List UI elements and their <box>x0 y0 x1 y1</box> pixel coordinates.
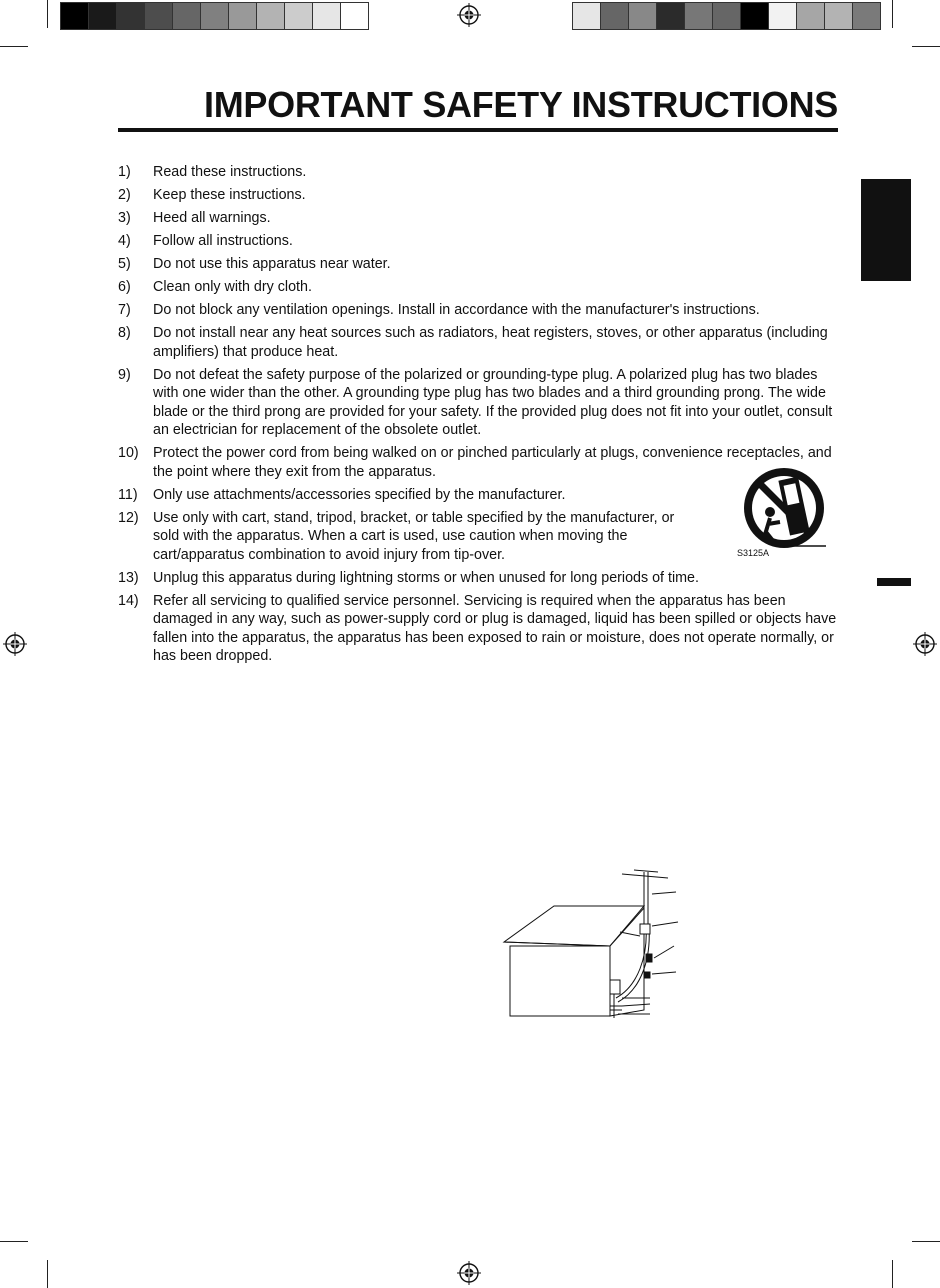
item-number: 9) <box>118 366 131 383</box>
item-text: Protect the power cord from being walked on or pinched particularly at plugs, convenience receptacles, and the point where they exit from the apparatus. <box>153 445 832 480</box>
item-text: Clean only with dry cloth. <box>153 279 312 295</box>
item-number: 3) <box>118 210 131 226</box>
list-item <box>118 366 843 440</box>
crop-mark <box>0 1241 28 1242</box>
swatch <box>312 2 341 30</box>
item-text: Unplug this apparatus during lightning storms or when unused for long periods of time. <box>153 569 699 586</box>
list-item <box>118 163 843 182</box>
registration-mark-icon <box>3 632 27 656</box>
swatch <box>200 2 229 30</box>
item-number: 2) <box>118 187 131 203</box>
item-number: 6) <box>118 279 131 295</box>
swatch <box>712 2 741 30</box>
item-number: 7) <box>118 302 131 318</box>
crop-mark <box>47 0 48 28</box>
page-title: IMPORTANT SAFETY INSTRUCTIONS <box>204 84 838 125</box>
swatch <box>116 2 145 30</box>
swatch <box>796 2 825 30</box>
swatch <box>256 2 285 30</box>
list-item <box>118 209 843 228</box>
swatch <box>824 2 853 30</box>
list-item <box>118 592 843 666</box>
color-swatches-right <box>572 2 880 30</box>
crop-mark <box>47 1260 48 1288</box>
registration-mark-icon <box>457 3 481 27</box>
swatch <box>172 2 201 30</box>
swatch <box>60 2 89 30</box>
list-item <box>118 278 843 297</box>
list-item <box>118 186 843 205</box>
item-number: 1) <box>118 164 131 180</box>
swatch <box>284 2 313 30</box>
swatch <box>656 2 685 30</box>
item-number: 14) <box>118 592 139 609</box>
item-text: Follow all instructions. <box>153 233 293 249</box>
registration-mark-icon <box>913 632 937 656</box>
crop-mark <box>912 1241 940 1242</box>
item-text: Do not use this apparatus near water. <box>153 256 391 272</box>
swatch <box>144 2 173 30</box>
item-text: Do not block any ventilation openings. Install in accordance with the manufacturer's instructions. <box>153 302 760 318</box>
item-text: Use only with cart, stand, tripod, bracket, or table specified by the manufacturer, or sold with the apparatus. When a cart is used, use caution when moving the cart/apparatus combination to avoid injury from tip-over. <box>153 509 675 563</box>
antenna-grounding-diagram <box>498 866 690 1024</box>
item-text: Heed all warnings. <box>153 210 271 226</box>
swatch <box>628 2 657 30</box>
swatch <box>228 2 257 30</box>
swatch <box>684 2 713 30</box>
swatch <box>572 2 601 30</box>
crop-mark <box>892 1260 893 1288</box>
item-number: 10) <box>118 445 139 461</box>
swatch <box>768 2 797 30</box>
item-text: Do not install near any heat sources such as radiators, heat registers, stoves, or other apparatus (including amplifiers) that produce heat. <box>153 325 828 360</box>
swatch <box>88 2 117 30</box>
swatch <box>600 2 629 30</box>
crop-mark <box>0 46 28 47</box>
item-text: Do not defeat the safety purpose of the polarized or grounding-type plug. A polarized plug has two blades with one wider than the other. A grounding type plug has two blades and a third grounding prong. The wide blade or the third prong are provided for your safety. If the provided plug does not fit into your outlet, consult an electrician for replacement of the obsolete outlet. <box>153 366 833 438</box>
item-number: 11) <box>118 486 138 503</box>
swatch <box>852 2 881 30</box>
item-number: 8) <box>118 325 131 341</box>
section-tab <box>861 179 911 281</box>
list-item <box>118 301 843 320</box>
item-text: Refer all servicing to qualified service personnel. Servicing is required when the apparatus has been damaged in any way, such as power-supply cord or plug is damaged, liquid has been spilled or objects have fallen into the apparatus, the apparatus has been exposed to rain or moisture, does not operate normally, or has been dropped. <box>153 592 837 664</box>
symbol-code: S3125A <box>737 548 770 558</box>
list-item <box>118 255 843 274</box>
item-text: Only use attachments/accessories specified by the manufacturer. <box>153 486 566 503</box>
item-number: 5) <box>118 256 131 272</box>
item-text: Read these instructions. <box>153 164 307 180</box>
instructions-list <box>118 163 843 670</box>
list-item <box>118 324 843 361</box>
swatch <box>340 2 369 30</box>
color-swatches-left <box>60 2 368 30</box>
swatch <box>740 2 769 30</box>
list-item <box>118 232 843 251</box>
title-rule <box>118 128 838 132</box>
item-number: 13) <box>118 569 139 586</box>
item-text: Keep these instructions. <box>153 187 306 203</box>
section-marker <box>877 578 911 586</box>
registration-mark-icon <box>457 1261 481 1285</box>
crop-mark <box>892 0 893 28</box>
crop-mark <box>912 46 940 47</box>
item-number: 12) <box>118 509 139 526</box>
item-number: 4) <box>118 233 131 249</box>
list-item <box>118 569 843 588</box>
